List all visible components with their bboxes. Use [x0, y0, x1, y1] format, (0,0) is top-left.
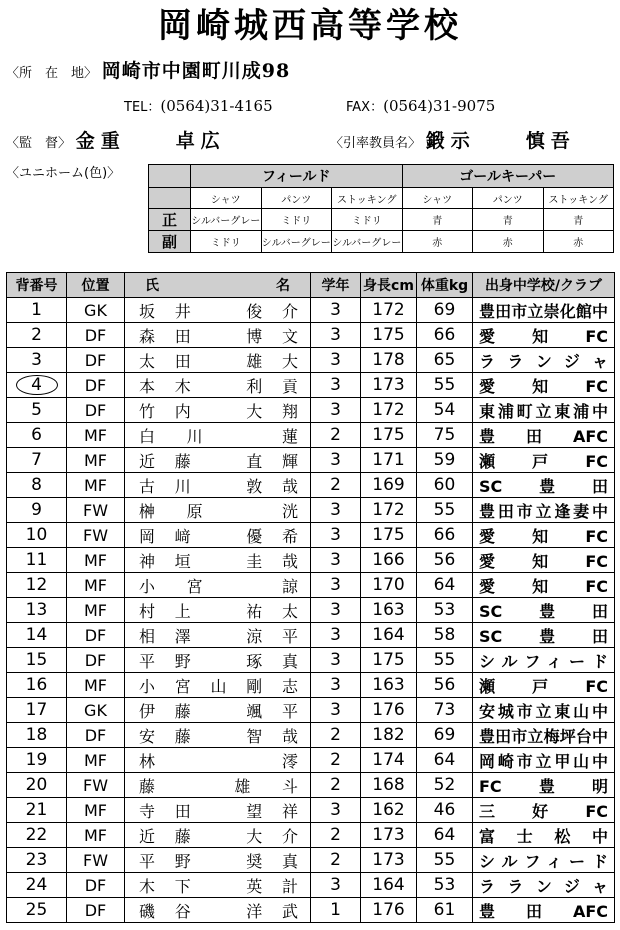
- player-name: 太田 雄大: [125, 348, 311, 373]
- player-height: 175: [361, 323, 417, 348]
- player-weight: 55: [417, 498, 473, 523]
- color-cell: ミドリ: [191, 231, 262, 253]
- player-height: 172: [361, 398, 417, 423]
- player-number: [7, 373, 67, 398]
- header-number: 背番号: [7, 273, 67, 298]
- table-row: [7, 598, 615, 623]
- subheader: ストッキング: [332, 188, 403, 209]
- player-grade: 3: [311, 298, 361, 323]
- roster-table: [6, 272, 615, 923]
- player-school: 愛知FC: [473, 548, 615, 573]
- player-school: 瀬戸FC: [473, 673, 615, 698]
- table-row: [7, 873, 615, 898]
- roster-body: [7, 298, 615, 923]
- color-cell: ミドリ: [332, 209, 403, 231]
- address-label: 〈所 在 地〉: [6, 66, 98, 81]
- player-name: 竹内 大翔: [125, 398, 311, 423]
- player-name: 村上 祐太: [125, 598, 311, 623]
- table-row: [7, 798, 615, 823]
- header-name: [125, 273, 311, 298]
- player-weight: 53: [417, 598, 473, 623]
- player-number: 15: [7, 648, 67, 673]
- player-name: 坂井 俊介: [125, 298, 311, 323]
- subheader: パンツ: [261, 188, 332, 209]
- player-school: シルフィード: [473, 648, 615, 673]
- player-school: 愛知FC: [473, 523, 615, 548]
- player-name: 寺田 望祥: [125, 798, 311, 823]
- player-height: 175: [361, 648, 417, 673]
- player-position: MF: [67, 473, 125, 498]
- captain-number-circle: 4: [16, 375, 58, 395]
- player-school: FC豊明: [473, 773, 615, 798]
- player-weight: 59: [417, 448, 473, 473]
- player-number: 7: [7, 448, 67, 473]
- player-grade: 3: [311, 698, 361, 723]
- player-weight: 56: [417, 673, 473, 698]
- player-height: 170: [361, 573, 417, 598]
- tel-value: (0564)31-4165: [160, 97, 273, 115]
- player-position: MF: [67, 423, 125, 448]
- uniform-corner: [149, 165, 191, 188]
- teacher-line: [330, 130, 576, 155]
- player-position: FW: [67, 848, 125, 873]
- player-height: 164: [361, 623, 417, 648]
- player-grade: 3: [311, 448, 361, 473]
- player-grade: 3: [311, 523, 361, 548]
- table-row: [7, 848, 615, 873]
- player-weight: 69: [417, 723, 473, 748]
- player-position: DF: [67, 373, 125, 398]
- player-school: SC豊田: [473, 598, 615, 623]
- table-row: [7, 448, 615, 473]
- player-grade: 3: [311, 623, 361, 648]
- player-position: DF: [67, 323, 125, 348]
- player-school: 豊田市立崇化館中: [473, 298, 615, 323]
- coach-name: 金重 卓広: [75, 130, 226, 152]
- player-height: 175: [361, 423, 417, 448]
- fax-value: (0564)31-9075: [383, 97, 496, 115]
- player-name: 古川 敦哉: [125, 473, 311, 498]
- player-name: 藤 雄斗: [125, 773, 311, 798]
- player-weight: 58: [417, 623, 473, 648]
- player-name: 林 澪: [125, 748, 311, 773]
- player-school: SC豊田: [473, 623, 615, 648]
- player-weight: 64: [417, 748, 473, 773]
- player-grade: 3: [311, 373, 361, 398]
- color-cell: 青: [402, 209, 473, 231]
- player-height: 169: [361, 473, 417, 498]
- color-cell: シルバーグレー: [261, 231, 332, 253]
- header-weight: 体重kg: [417, 273, 473, 298]
- player-school: 東浦町立東浦中: [473, 398, 615, 423]
- player-weight: 73: [417, 698, 473, 723]
- player-height: 168: [361, 773, 417, 798]
- player-weight: 66: [417, 523, 473, 548]
- player-grade: 3: [311, 498, 361, 523]
- table-row: [7, 698, 615, 723]
- player-height: 171: [361, 448, 417, 473]
- player-position: DF: [67, 723, 125, 748]
- player-position: DF: [67, 898, 125, 923]
- player-name: 神垣 圭哉: [125, 548, 311, 573]
- player-school: ラランジャ: [473, 348, 615, 373]
- player-weight: 52: [417, 773, 473, 798]
- address-line: [6, 60, 290, 85]
- color-cell: 赤: [402, 231, 473, 253]
- player-school: 愛知FC: [473, 323, 615, 348]
- uniform-table: [148, 164, 614, 253]
- table-row: [7, 398, 615, 423]
- player-position: DF: [67, 623, 125, 648]
- coach-label: 〈監 督〉: [6, 136, 72, 151]
- player-name: 磯谷 洋武: [125, 898, 311, 923]
- player-school: 三好FC: [473, 798, 615, 823]
- player-height: 172: [361, 298, 417, 323]
- player-number: 11: [7, 548, 67, 573]
- player-grade: 2: [311, 473, 361, 498]
- header-grade: 学年: [311, 273, 361, 298]
- player-name: 近藤 直輝: [125, 448, 311, 473]
- gk-header: ゴールキーパー: [402, 165, 614, 188]
- player-grade: 3: [311, 673, 361, 698]
- table-row: [7, 673, 615, 698]
- color-cell: 赤: [473, 231, 544, 253]
- player-weight: 53: [417, 873, 473, 898]
- table-row: [7, 623, 615, 648]
- player-height: 173: [361, 823, 417, 848]
- player-name: 小宮 諒: [125, 573, 311, 598]
- player-height: 173: [361, 848, 417, 873]
- table-row: [7, 773, 615, 798]
- player-school: ラランジャ: [473, 873, 615, 898]
- player-height: 162: [361, 798, 417, 823]
- table-row: [7, 373, 615, 398]
- header-school: 出身中学校/クラブ: [473, 273, 615, 298]
- player-name: 本木 利貢: [125, 373, 311, 398]
- uniform-label: 〈ユニホーム(色)〉: [6, 166, 121, 181]
- table-row: [7, 823, 615, 848]
- player-height: 176: [361, 898, 417, 923]
- color-cell: 青: [543, 209, 614, 231]
- player-height: 163: [361, 598, 417, 623]
- teacher-label: 〈引率教員名〉: [330, 136, 422, 151]
- player-grade: 3: [311, 348, 361, 373]
- player-name: 榊原 洸: [125, 498, 311, 523]
- fax-line: [346, 96, 495, 115]
- player-number: 6: [7, 423, 67, 448]
- player-weight: 61: [417, 898, 473, 923]
- player-school: 岡崎市立甲山中: [473, 748, 615, 773]
- table-row: [7, 298, 615, 323]
- color-cell: シルバーグレー: [332, 231, 403, 253]
- player-school: 豊田市立逢妻中: [473, 498, 615, 523]
- player-name: 森田 博文: [125, 323, 311, 348]
- player-school: 愛知FC: [473, 573, 615, 598]
- player-position: FW: [67, 773, 125, 798]
- header-height: 身長cm: [361, 273, 417, 298]
- player-position: MF: [67, 823, 125, 848]
- player-position: DF: [67, 648, 125, 673]
- player-weight: 46: [417, 798, 473, 823]
- table-row: [7, 898, 615, 923]
- player-position: FW: [67, 498, 125, 523]
- player-school: SC豊田: [473, 473, 615, 498]
- player-grade: 2: [311, 823, 361, 848]
- player-weight: 54: [417, 398, 473, 423]
- player-school: シルフィード: [473, 848, 615, 873]
- player-grade: 3: [311, 398, 361, 423]
- player-grade: 1: [311, 898, 361, 923]
- table-row: [7, 473, 615, 498]
- player-height: 173: [361, 373, 417, 398]
- player-height: 172: [361, 498, 417, 523]
- player-position: MF: [67, 748, 125, 773]
- player-number: 17: [7, 698, 67, 723]
- subheader: ストッキング: [543, 188, 614, 209]
- player-height: 175: [361, 523, 417, 548]
- header-name-text: 氏 名: [145, 278, 290, 294]
- player-number: 16: [7, 673, 67, 698]
- player-height: 163: [361, 673, 417, 698]
- player-height: 164: [361, 873, 417, 898]
- player-name: 平野 奨真: [125, 848, 311, 873]
- player-position: GK: [67, 698, 125, 723]
- table-row: [7, 348, 615, 373]
- fax-label: FAX：: [346, 100, 384, 115]
- player-number: 14: [7, 623, 67, 648]
- player-weight: 56: [417, 548, 473, 573]
- player-weight: 60: [417, 473, 473, 498]
- table-row: [7, 548, 615, 573]
- player-weight: 69: [417, 298, 473, 323]
- header-position: 位置: [67, 273, 125, 298]
- table-row: [7, 323, 615, 348]
- player-number: 21: [7, 798, 67, 823]
- player-weight: 55: [417, 373, 473, 398]
- subheader: シャツ: [402, 188, 473, 209]
- player-number: 1: [7, 298, 67, 323]
- player-position: DF: [67, 873, 125, 898]
- player-position: MF: [67, 573, 125, 598]
- player-position: MF: [67, 548, 125, 573]
- player-name: 伊藤 颯平: [125, 698, 311, 723]
- player-number: 3: [7, 348, 67, 373]
- player-position: DF: [67, 348, 125, 373]
- player-weight: 64: [417, 573, 473, 598]
- table-row: [7, 723, 615, 748]
- color-cell: 青: [473, 209, 544, 231]
- player-number: 20: [7, 773, 67, 798]
- player-school: 愛知FC: [473, 373, 615, 398]
- player-school: 豊田市立梅坪台中: [473, 723, 615, 748]
- table-row: [7, 573, 615, 598]
- player-number: 18: [7, 723, 67, 748]
- table-row: [7, 523, 615, 548]
- table-row: [7, 648, 615, 673]
- player-name: 白川 蓮: [125, 423, 311, 448]
- player-position: MF: [67, 598, 125, 623]
- secondary-row-label: 副: [149, 231, 191, 253]
- player-position: FW: [67, 523, 125, 548]
- address-value: 岡崎市中園町川成98: [101, 60, 291, 82]
- player-weight: 66: [417, 323, 473, 348]
- player-name: 木下 英計: [125, 873, 311, 898]
- player-number: 24: [7, 873, 67, 898]
- player-grade: 2: [311, 773, 361, 798]
- player-grade: 2: [311, 848, 361, 873]
- player-school: 豊田AFC: [473, 423, 615, 448]
- player-school: 豊田AFC: [473, 898, 615, 923]
- player-grade: 3: [311, 573, 361, 598]
- primary-row-label: 正: [149, 209, 191, 231]
- player-grade: 3: [311, 873, 361, 898]
- color-cell: シルバーグレー: [191, 209, 262, 231]
- player-number: 25: [7, 898, 67, 923]
- subheader-corner: [149, 188, 191, 209]
- player-height: 166: [361, 548, 417, 573]
- player-position: DF: [67, 398, 125, 423]
- player-weight: 65: [417, 348, 473, 373]
- teacher-name: 鍛示 慎吾: [425, 130, 576, 152]
- tel-line: [124, 96, 273, 115]
- player-number: 5: [7, 398, 67, 423]
- table-row: [7, 748, 615, 773]
- player-name: 小宮山剛志: [125, 673, 311, 698]
- player-grade: 3: [311, 648, 361, 673]
- player-number: 9: [7, 498, 67, 523]
- player-position: MF: [67, 798, 125, 823]
- player-name: 平野 琢真: [125, 648, 311, 673]
- player-position: MF: [67, 448, 125, 473]
- player-position: GK: [67, 298, 125, 323]
- player-number: 12: [7, 573, 67, 598]
- tel-label: TEL：: [124, 100, 161, 115]
- player-school: 安城市立東山中: [473, 698, 615, 723]
- player-number: 2: [7, 323, 67, 348]
- color-cell: 赤: [543, 231, 614, 253]
- player-number: 23: [7, 848, 67, 873]
- coach-line: [6, 130, 226, 155]
- player-number: 22: [7, 823, 67, 848]
- player-grade: 3: [311, 598, 361, 623]
- player-name: 近藤 大介: [125, 823, 311, 848]
- player-grade: 3: [311, 323, 361, 348]
- player-weight: 64: [417, 823, 473, 848]
- player-height: 174: [361, 748, 417, 773]
- player-grade: 2: [311, 723, 361, 748]
- player-school: 瀬戸FC: [473, 448, 615, 473]
- field-header: フィールド: [191, 165, 403, 188]
- subheader: シャツ: [191, 188, 262, 209]
- page-title: 岡崎城西高等学校: [158, 6, 462, 46]
- player-school: 富士松中: [473, 823, 615, 848]
- player-grade: 3: [311, 548, 361, 573]
- player-number: 13: [7, 598, 67, 623]
- player-name: 岡﨑 優希: [125, 523, 311, 548]
- player-weight: 55: [417, 648, 473, 673]
- player-grade: 2: [311, 748, 361, 773]
- subheader: パンツ: [473, 188, 544, 209]
- color-cell: ミドリ: [261, 209, 332, 231]
- player-number: 8: [7, 473, 67, 498]
- player-grade: 3: [311, 798, 361, 823]
- player-weight: 55: [417, 848, 473, 873]
- table-row: [7, 423, 615, 448]
- player-position: MF: [67, 673, 125, 698]
- player-number: 10: [7, 523, 67, 548]
- player-name: 安藤 智哉: [125, 723, 311, 748]
- player-name: 相澤 涼平: [125, 623, 311, 648]
- player-number: 19: [7, 748, 67, 773]
- player-grade: 2: [311, 423, 361, 448]
- player-height: 182: [361, 723, 417, 748]
- player-height: 176: [361, 698, 417, 723]
- player-weight: 75: [417, 423, 473, 448]
- table-row: [7, 498, 615, 523]
- player-height: 178: [361, 348, 417, 373]
